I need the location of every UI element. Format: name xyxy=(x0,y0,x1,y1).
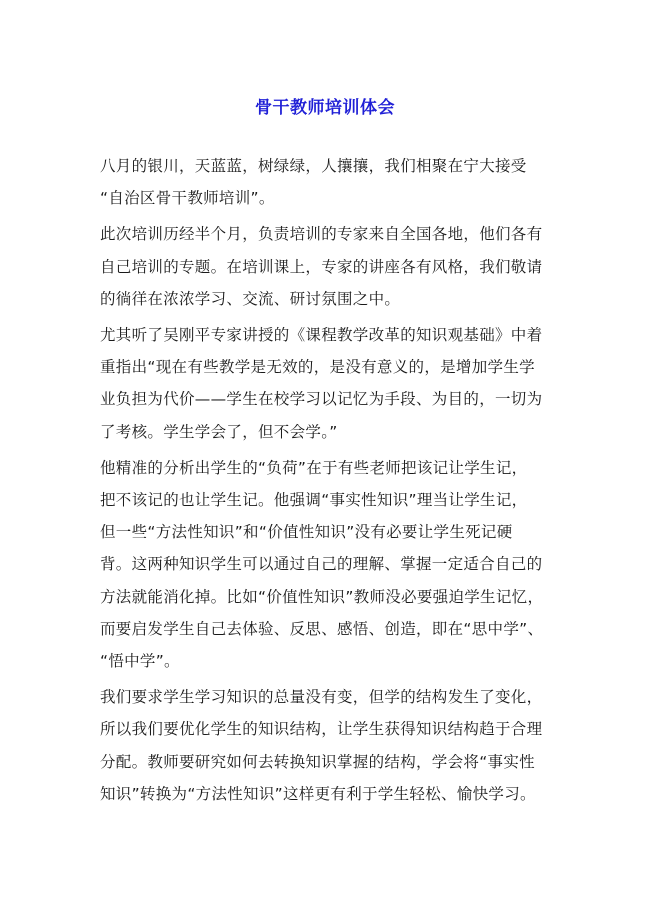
text-line: 所以我们要优化学生的知识结构，让学生获得知识结构趋于合理 xyxy=(100,720,543,739)
paragraph-5 xyxy=(100,681,560,810)
text-line: 的徜徉在浓浓学习、交流、研讨氛围之中。 xyxy=(100,289,401,308)
text-line: 他精准的分析出学生的“负荷”在于有些老师把该记让学生记， xyxy=(100,458,528,477)
paragraph-3 xyxy=(100,319,560,448)
text-line: 尤其听了吴刚平专家讲授的《课程教学改革的知识观基础》中着 xyxy=(100,326,543,345)
text-line: 八月的银川，天蓝蓝，树绿绿，人攘攘，我们相聚在宁大接受 xyxy=(100,157,527,175)
text-line: “悟中学”。 xyxy=(100,652,180,671)
text-line: 方法就能消化掉。比如“价值性知识”教师没必要强迫学生记忆， xyxy=(100,587,544,606)
text-line: 重指出“现在有些教学是无效的，是没有意义的，是增加学生学 xyxy=(100,358,535,377)
text-line: 业负担为代价——学生在校学习以记忆为手段、为目的，一切为 xyxy=(100,390,543,409)
document-body xyxy=(100,150,560,814)
paragraph-2 xyxy=(100,218,560,315)
text-line: “自治区骨干教师培训”。 xyxy=(100,189,275,208)
text-line: 此次培训历经半个月，负责培训的专家来自全国各地，他们各有 xyxy=(100,225,543,244)
text-line: 我们要求学生学习知识的总量没有变，但学的结构发生了变化， xyxy=(100,688,543,707)
document-title: 骨干教师培训体会 xyxy=(255,98,395,118)
text-line: 背。这两种知识学生可以通过自己的理解、掌握一定适合自己的 xyxy=(100,555,543,574)
text-line: 而要启发学生自己去体验、反思、感悟、创造，即在“思中学”、 xyxy=(100,619,544,638)
paragraph-1 xyxy=(100,150,560,214)
text-line: 分配。教师要研究如何去转换知识掌握的结构，学会将“事实性 xyxy=(100,752,535,771)
text-line: 自己培训的专题。在培训课上，专家的讲座各有风格，我们敬请 xyxy=(100,257,543,276)
text-line: 把不该记的也让学生记。他强调“事实性知识”理当让学生记， xyxy=(100,491,528,510)
paragraph-4 xyxy=(100,452,560,677)
text-line: 了考核。学生学会了，但不会学。” xyxy=(100,422,338,441)
text-line: 知识”转换为“方法性知识”这样更有利于学生轻松、愉快学习。 xyxy=(100,784,536,803)
text-line: 但一些“方法性知识”和“价值性知识”没有必要让学生死记硬 xyxy=(100,523,513,542)
